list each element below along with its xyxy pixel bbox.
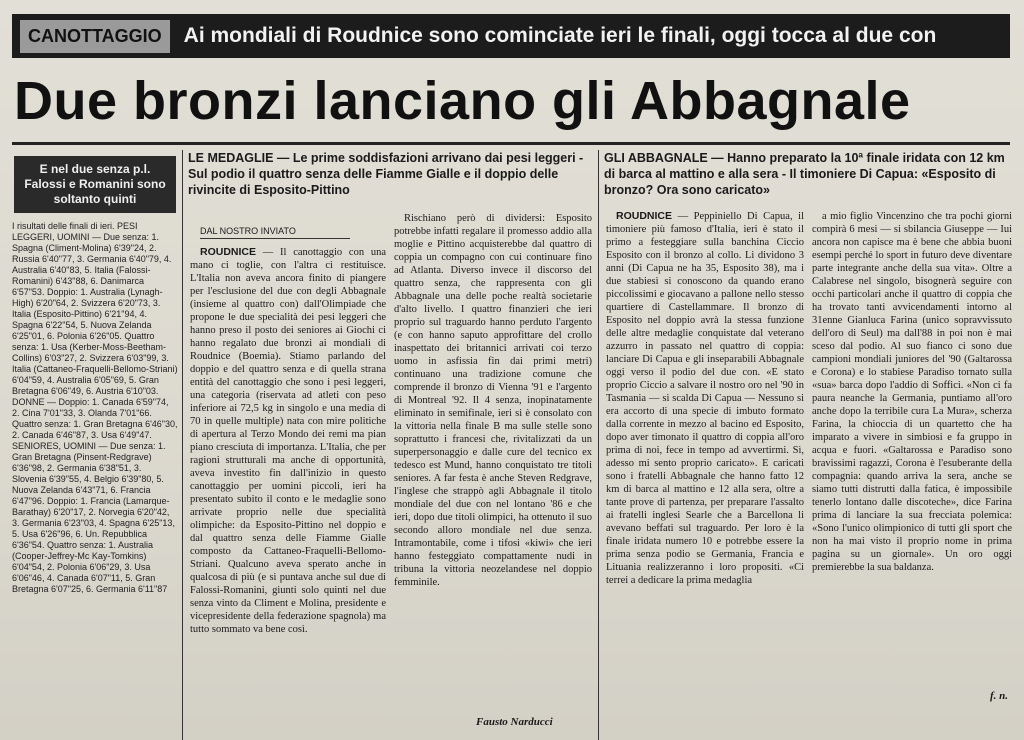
byline-inviato: DAL NOSTRO INVIATO [200, 226, 350, 239]
right-article-col-2 [812, 210, 1012, 700]
left-article-col-1 [190, 246, 386, 740]
dateline: ROUDNICE [616, 210, 673, 222]
right-article-col-1 [606, 210, 804, 740]
results-sidebar [12, 150, 178, 740]
dateline: ROUDNICE [200, 246, 257, 258]
author-signature: Fausto Narducci [476, 716, 553, 728]
article-text: a mio figlio Vincenzino che tra pochi giorni compirà 6 mesi — si sbilancia Giuseppe — Iui ancora non capisce ma è bene che abbia buoni esempi perché lo sport in futuro deve diventare parte integrante anche della sua vita». Oltre a Calabrese nel singolo, bisognerà seguire con occhi particolari anche il quattro di coppia che ha trovato tanti avvicendamenti intorno al 31enne Gianluca Farina (unico sopravvissuto dell'oro di Seul) ma dall'88 in poi non è mai sceso dal podio. Al suo fianco ci sono due campioni mondiali juniores del '90 (Galtarossa e Corona) e lo stabiese Paradiso tornato sulla «sua» barca dopo l'addio di Soffici. «Non ci fa paura neanche la Germania, puntiamo all'oro anche dopo la terribile cura La Mura», scherza Farina, la chioccia di un quartetto che ha imparato a vivere in simbiosi e fa gruppo in acqua e fuori. «Galtarossa e Paradiso sono bravissimi ragazzi, Corona è l'esuberante della compagnia: quando arriva la sera, anche se siamo tutti distrutti dalla fatica, è impossibile tenerlo lontano dalle discoteche», dice Farina prima di lanciare la sua frecciata polemica: «Sono l'unico olimpionico di tutti gli sport che non ha mai visto il proprio nome in prima pagina su un giornale». Un oro oggi premierebbe la sua baldanza. [812, 211, 1012, 573]
right-subheadline: GLI ABBAGNALE — Hanno preparato la 10ª finale iridata con 12 km di barca al mattino e alla sera - Il timoniere Di Capua: «Esposito di bronzo? Ora sono caricato» [604, 151, 1005, 197]
article-text: — Peppiniello Di Capua, il timoniere più famoso d'Italia, ieri è stato il primo a festeggiare sulla banchina Ciccio Esposito con il bronzo al collo. Li dividono 3 anni (Di Capua ne ha 35, Esposito 38), ma i due stabiesi si conoscono da quando erano piccolissimi e giocavano a pallone nello stesso quartiere di Castellammare. Il bronzo di Esposito nel doppio avrà la stessa funzione delle altre medaglie conquistate dal veterano azzurro in passato nel quattro di coppia: lanciare Di Capua e gli inseparabili Abbagnale oggi verso il podio del due con. «E stato proprio Ciccio a salvare il nostro oro nel '90 in Tasmania — si scalda Di Capua — Nessuno si era accorto di una specie di imbuto formato dalla corrente in mezzo al bacino ed Esposito, dopo aver timonato il quattro di coppia all'oro prima di noi, fece in tempo ad avvertirmi. Sì, adesso mi sento proprio caricato». E caricati sono i fratelli Abbagnale che hanno fatto 12 km di barca al mattino e 12 alla sera, oltre a tante prove di partenza, per preparare l'assalto ai fratelli inglesi Searle che a Barcellona li avevano beffati sul traguardo. Per loro è la finale iridata numero 10 e potrebbe essere la prima senza podio se Germania, Francia e Lituania realizzeranno i loro propositi. «Ci terrei a dedicare la prima medaglia [606, 211, 804, 586]
kicker-text: Ai mondiali di Roudnice sono cominciate ieri le finali, oggi tocca al due con [183, 24, 937, 47]
kicker-bar [12, 14, 1010, 58]
left-subheadline: LE MEDAGLIE — Le prime soddisfazioni arrivano dai pesi leggeri - Sul podio il quattro senza delle Fiamme Gialle e il doppio delle rivincite di Esposito-Pittino [188, 151, 584, 197]
column-divider [598, 150, 599, 740]
author-signature: f. n. [990, 690, 1009, 702]
left-article-col-2 [394, 212, 592, 708]
article-text: Rischiano però di dividersi: Esposito potrebbe infatti regalare il promesso addio alla moglie e Pittino acquisterebbe dal quattro di coppia un compagno con cui continuare fino ad Atlanta. Diverso invece il discorso del quattro senza, che rappresenta con gli Abbagnale una delle poche realtà societarie d'alto livello. I quattro finanzieri che ieri proprio sul traguardo hanno perduto l'argento (e con hanno saputo approfittare del crollo inaspettato dei britannici arrivati coi terzo uomo in asfissia fin dai primi metri) continuano una tradizione comune che comprende il bronzo di Vienna '91 e l'argento di Montreal '92. Il 4 senza, inopinatamente eliminato in semifinale, ieri si è consolato con la vittoria nella finale B ma sulle stelle sono soprattutto i francesi che, rivitalizzati da un superpersonaggio e dalle cure del tecnico ex tedesco est Mund, hanno conquistato tre titoli seniores. A far festa è anche Steven Redgrave, l'inglese che strappò agli Abbagnale il titolo mondiale del due con nel lontano '86 e che ieri, dopo due titoli olimpici, ha ottenuto il suo secondo alloro mondiale nel due senza. Intramontabile, come i tifosi «kiwi» che ieri hanno festeggiato compattamente nudi in tribuna la vittoria neozelandese nel doppio femminile. [394, 213, 592, 588]
section-tag: CANOTTAGGIO [20, 20, 170, 53]
results-text: I risultati delle finali di ieri. PESI LEGGERI, UOMINI — Due senza: 1. Spagna (Climent-Molina) 6'39"24, 2. Russia 6'40"77, 3. Germania 6'40"79, 4. Australia 6'40"83, 5. Italia (Falossi-Romanini) 6'43"88, 6. Danimarca 6'57"53. Doppio: 1. Australia (Lynagh-High) 6'20"64, 2. Svizzera 6'20"73, 3. Italia (Esposito-Pittino) 6'21"94, 4. Spagna 6'22"54, 5. Nuova Zelanda 6'25"01, 6. Polonia 6'26"05. Quattro senza: 1. Usa (Kerber-Moss-Beetham-Collins) 6'03"27, 2. Svizzera 6'03"99, 3. Italia (Cattaneo-Fraquelli-Bellomo-Striani) 6'04"59, 4. Australia 6'05"69, 5. Gran Bretagna 6'06"49, 6. Austria 6'10"03. DONNE — Doppio: 1. Canada 6'59"74, 2. Cina 7'01"33, 3. Olanda 7'01"66. Quattro senza: 1. Gran Bretagna 6'46"30, 2. Canada 6'46"87, 3. Usa 6'49"47. SENIORES, UOMINI — Due senza: 1. Gran Bretagna (Pinsent-Redgrave) 6'36"98, 2. Germania 6'38"51, 3. Slovenia 6'39"55, 4. Belgio 6'39"80, 5. Nuova Zelanda 6'43"71, 6. Francia 6'47"96. Doppio: 1. Francia (Lamarque-Barathay) 6'20"17, 2. Norvegia 6'20"42, 3. Germania 6'23"03, 4. Spagna 6'25"13, 5. Usa 6'26"96, 6. Un. Repubblica 6'36"54. Quattro senza: 1. Australia (Cooper-Jeffrey-Mc Kay-Tomkins) 6'04"54, 2. Polonia 6'06"29, 3. Usa 6'06"46, 4. Canada 6'07"11, 5. Gran Bretagna 6'07"25, 6. Germania 6'11"87 [12, 221, 178, 594]
article-text: — Il canottaggio con una mano ci toglie, con l'altra ci restituisce. L'Italia non aveva ancora finito di piangere per l'esclusione del due con degli Abbagnale (insieme al quattro con) dall'Olimpiade che propone le due specialità dei pesi leggeri che hanno preso il posto dei seniores ai Giochi ci hanno regalato due bronzi ai mondiali di Roudnice (Boemia). Stiamo parlando del doppio e del quattro senza e di quella strana entità del canottaggio che sono i pesi leggeri, una categoria (riservata ad atleti con peso inferiore ai 72,5 kg in singolo e una media di 70 in quelle multiple) nata con mire politiche di apertura al Terzo Mondo dei remi ma pian piano cresciuta di importanza. L'Italia, che per ragioni strutturali ma anche di opportunità, aveva investito fin dall'inizio in questo canottaggio per uomini piccoli, ieri ha presentato subito il conto e le medaglie sono arrivate proprio nelle due specialità olimpiche: da Esposito-Pittino nel doppio e dal quattro senza delle Fiamme Gialle composto da Cattaneo-Fraquelli-Bellomo-Striani. Qualcuno aveva sperato anche in qualcosa di più (e si puntava anche sul due di Falossi-Romanini, giunti solo quinti nel due senza vinto da Climent e Molina, presidente e vicepresidente della federazione spagnola) ma tutto sommato va bene così. [190, 247, 386, 635]
headline-rule [12, 142, 1010, 145]
column-divider [182, 150, 183, 740]
sidebar-box-title: E nel due senza p.l. Falossi e Romanini sono soltanto quinti [14, 156, 176, 213]
headline: Due bronzi lanciano gli Abbagnale [14, 71, 911, 131]
